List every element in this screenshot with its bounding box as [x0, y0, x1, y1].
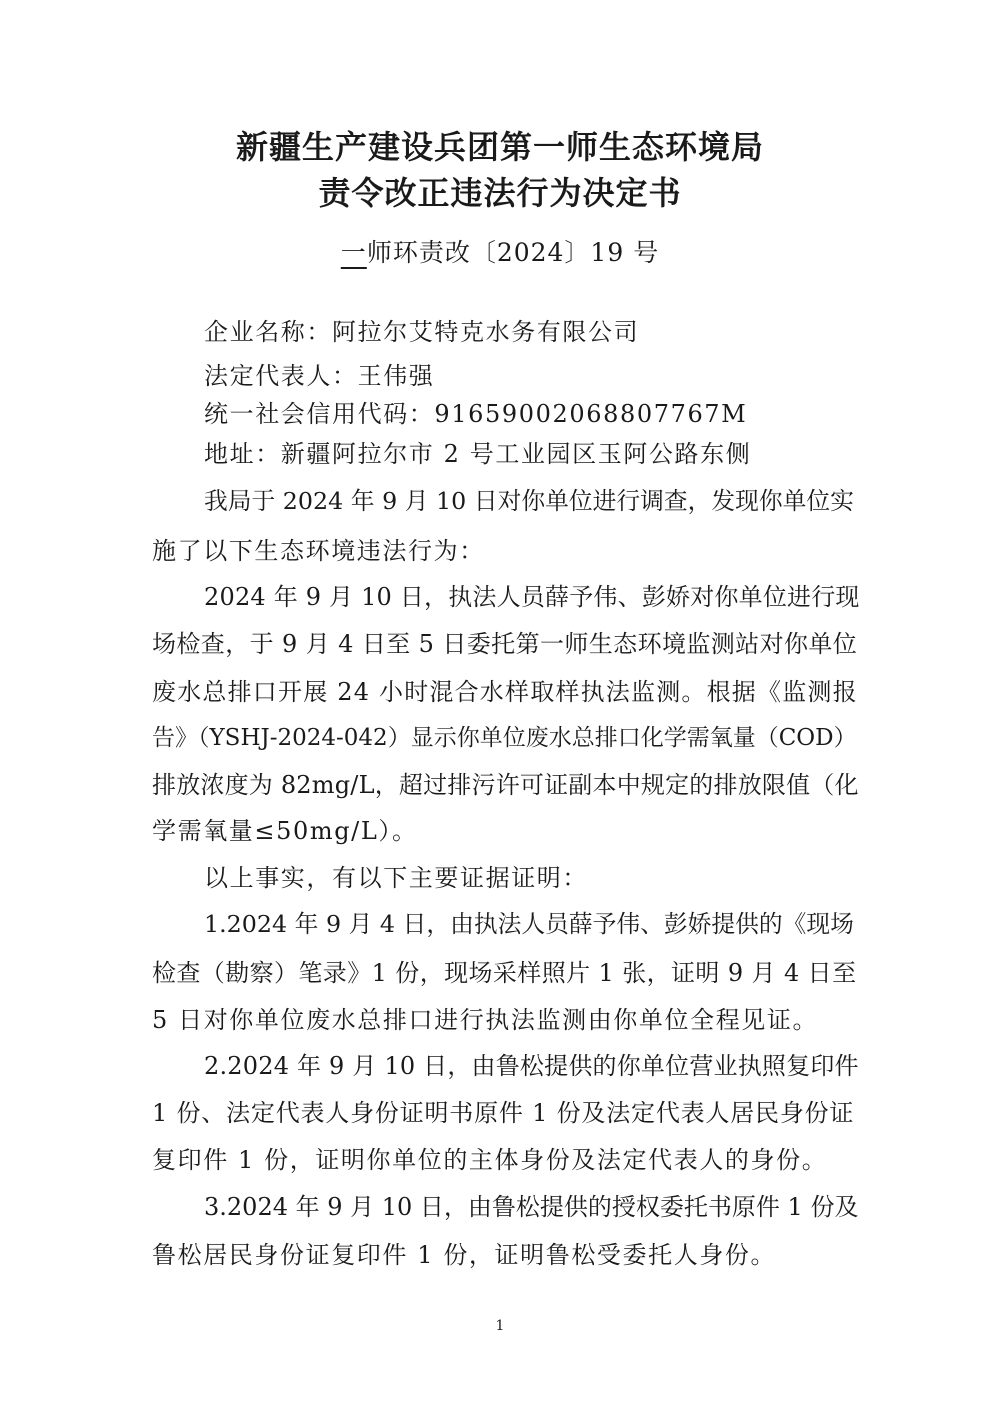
evidence-line: 2.2024 年 9 月 10 日，由鲁松提供的你单位营业执照复印件 — [204, 1052, 859, 1080]
evidence-line: 5 日对你单位废水总排口进行执法监测由你单位全程见证。 — [152, 1006, 819, 1034]
paragraph-line: 我局于 2024 年 9 月 10 日对你单位进行调查，发现你单位实 — [204, 487, 854, 515]
document-title-line2: 责令改正违法行为决定书 — [318, 174, 682, 212]
evidence-line: 检查（勘察）笔录》1 份，现场采样照片 1 张，证明 9 月 4 日至 — [152, 959, 857, 987]
document-number — [0, 233, 1000, 269]
paragraph-line: 废水总排口开展 24 小时混合水样取样执法监测。根据《监测报 — [152, 678, 858, 706]
company-name: 企业名称：阿拉尔艾特克水务有限公司 — [204, 318, 640, 346]
paragraph-line: 2024 年 9 月 10 日，执法人员薛予伟、彭娇对你单位进行现 — [204, 583, 860, 611]
evidence-line: 复印件 1 份，证明你单位的主体身份及法定代表人的身份。 — [152, 1146, 828, 1174]
evidence-line: 3.2024 年 9 月 10 日，由鲁松提供的授权委托书原件 1 份及 — [204, 1193, 859, 1221]
legal-representative: 法定代表人：王伟强 — [204, 362, 435, 390]
document-number-rest: 师环责改〔2024〕19 号 — [366, 238, 660, 267]
evidence-line: 1 份、法定代表人身份证明书原件 1 份及法定代表人居民身份证 — [152, 1099, 855, 1127]
page-number: 1 — [495, 1318, 505, 1334]
paragraph-line: 排放浓度为 82mg/L，超过排污许可证副本中规定的排放限值（化 — [152, 771, 859, 799]
evidence-line: 1.2024 年 9 月 4 日，由执法人员薛予伟、彭娇提供的《现场 — [204, 910, 854, 938]
address: 地址：新疆阿拉尔市 2 号工业园区玉阿公路东侧 — [204, 440, 752, 468]
paragraph-line: 场检查，于 9 月 4 日至 5 日委托第一师生态环境监测站对你单位 — [152, 630, 858, 658]
evidence-line: 鲁松居民身份证复印件 1 份，证明鲁松受委托人身份。 — [152, 1241, 777, 1269]
paragraph-line: 以上事实，有以下主要证据证明： — [204, 864, 588, 892]
paragraph-line: 施了以下生态环境违法行为： — [152, 537, 485, 565]
paragraph-line: 学需氧量≤50mg/L）。 — [152, 817, 418, 845]
paragraph-line: 告》（YSHJ-2024-042）显示你单位废水总排口化学需氧量（COD） — [152, 725, 857, 751]
credit-code: 统一社会信用代码：91659002068807767M — [204, 400, 748, 428]
document-number-prefix: 一 — [340, 238, 367, 267]
document-title-line1: 新疆生产建设兵团第一师生态环境局 — [235, 128, 764, 166]
